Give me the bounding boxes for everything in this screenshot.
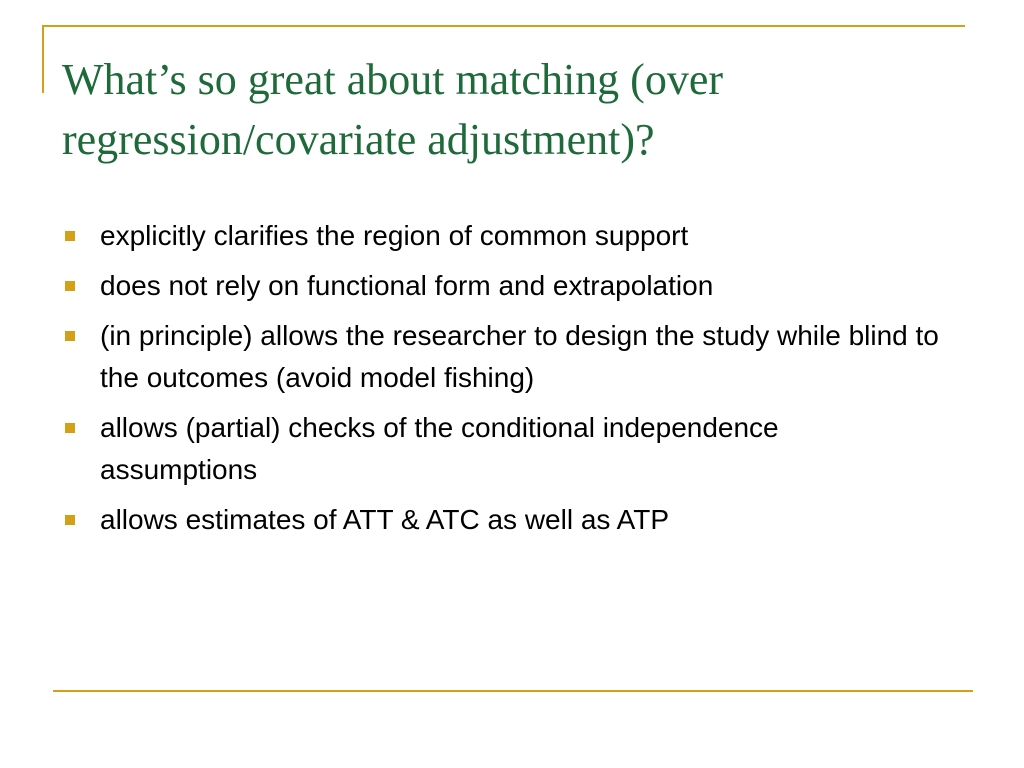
square-bullet-icon [65, 331, 75, 341]
top-rule [42, 25, 965, 27]
square-bullet-icon [65, 281, 75, 291]
bullet-item [62, 215, 942, 257]
bullet-text: does not rely on functional form and extrapolation [100, 270, 714, 301]
square-bullet-icon [65, 423, 75, 433]
bullet-item [62, 499, 942, 541]
left-rule [42, 25, 44, 93]
bullet-item [62, 315, 942, 399]
bullet-text: allows (partial) checks of the conditional independence assumptions [100, 412, 779, 485]
bottom-rule [53, 690, 973, 692]
bullet-text: allows estimates of ATT & ATC as well as ATP [100, 504, 670, 535]
square-bullet-icon [65, 231, 75, 241]
bullet-list [62, 215, 942, 549]
square-bullet-icon [65, 515, 75, 525]
bullet-item [62, 407, 942, 491]
slide-title: What’s so great about matching (over regression/covariate adjustment)? [62, 55, 724, 164]
bullet-text: (in principle) allows the researcher to design the study while blind to the outcomes (avoid model fishing) [100, 320, 939, 393]
bullet-item [62, 265, 942, 307]
bullet-text: explicitly clarifies the region of common support [100, 220, 689, 251]
